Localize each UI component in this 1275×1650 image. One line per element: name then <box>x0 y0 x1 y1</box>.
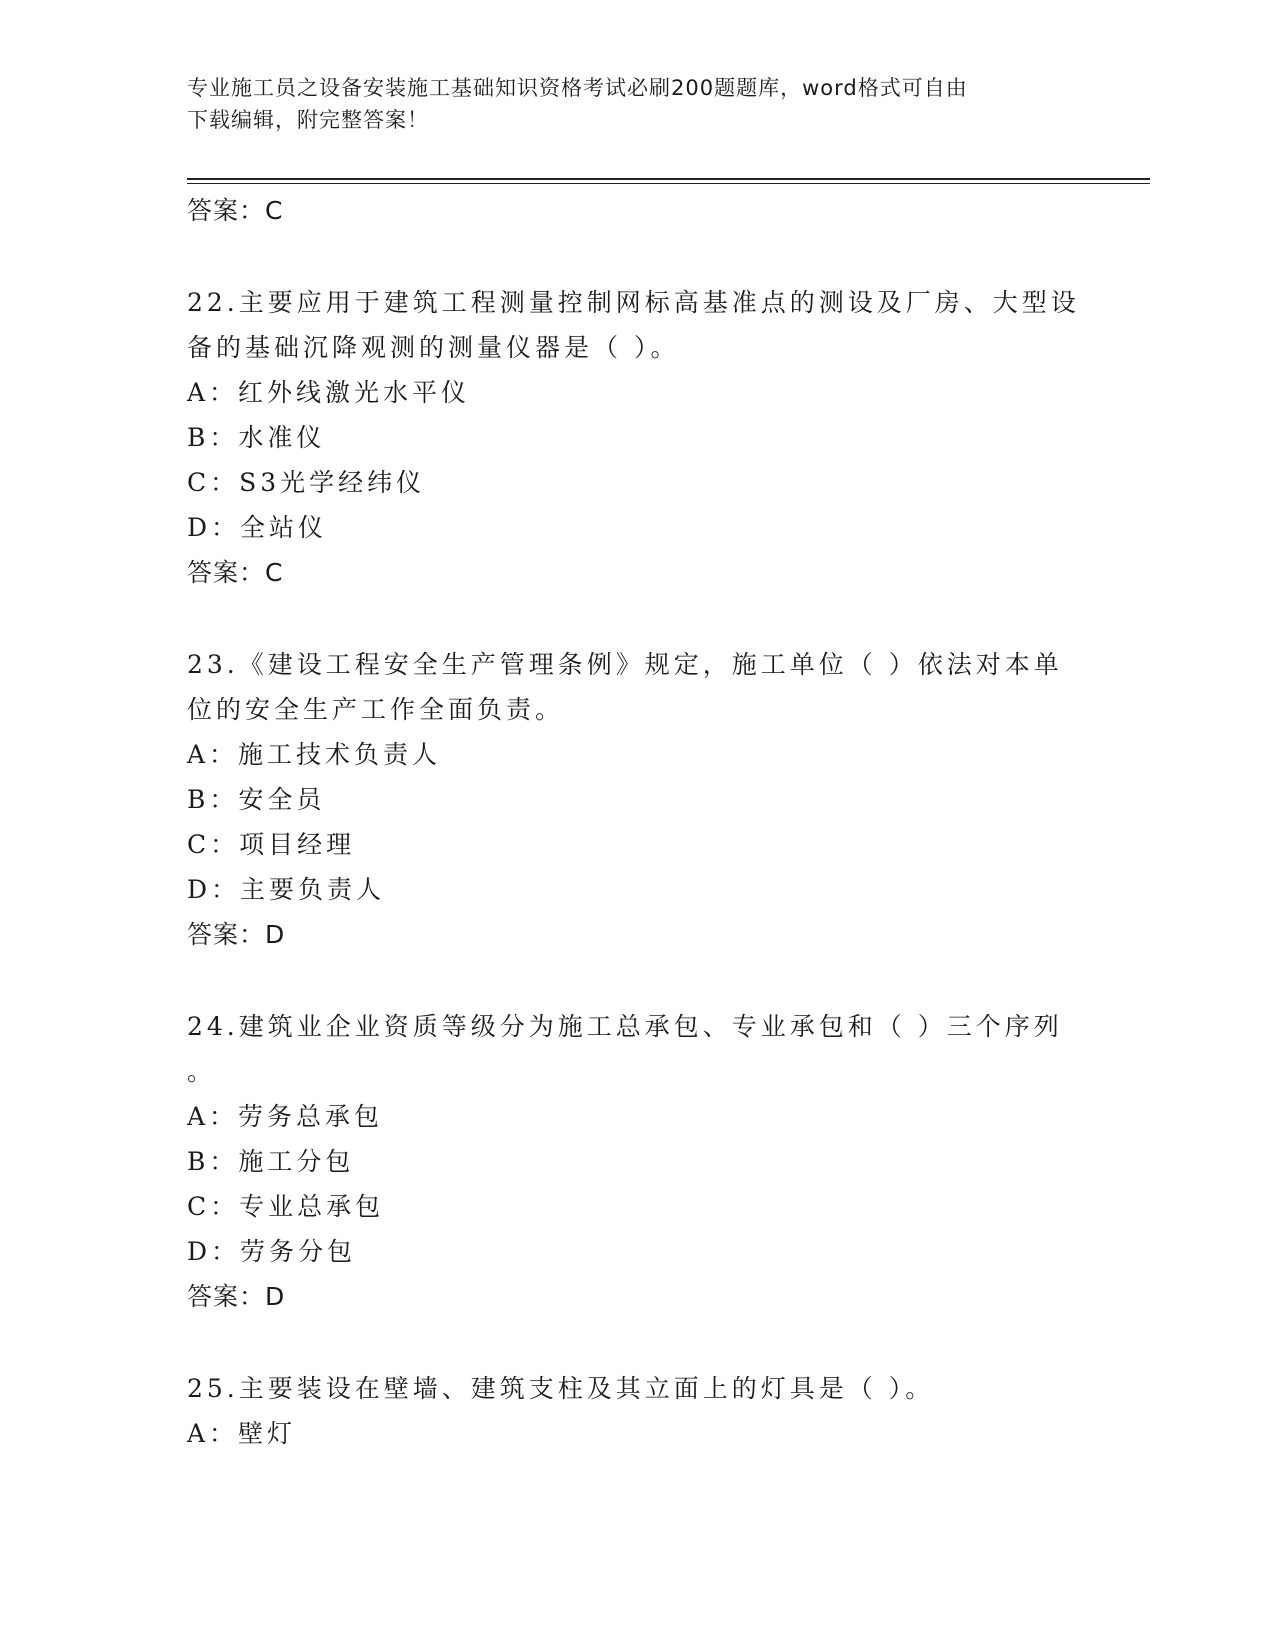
question-stem-line: 。 <box>187 1057 217 1086</box>
question-stem-line: 24.建筑业企业资质等级分为施工总承包、专业承包和（ ）三个序列 <box>187 1012 1063 1041</box>
spacer <box>187 233 1087 280</box>
spacer <box>187 957 1087 1004</box>
question-23 <box>187 642 1087 957</box>
page-header <box>187 72 1067 136</box>
question-stem-line: 25.主要装设在壁墙、建筑支柱及其立面上的灯具是（ ）。 <box>187 1374 935 1403</box>
option-d: D：全站仪 <box>187 513 328 542</box>
option-c: C：S3光学经纬仪 <box>187 468 426 497</box>
option-a: A：壁灯 <box>187 1419 297 1448</box>
question-stem-line: 23.《建设工程安全生产管理条例》规定，施工单位（ ）依法对本单 <box>187 650 1063 679</box>
header-line-2: 下载编辑，附完整答案！ <box>187 108 429 132</box>
answer-line: 答案：C <box>187 558 284 587</box>
option-a: A：施工技术负责人 <box>187 740 442 769</box>
spacer <box>187 595 1087 642</box>
option-b: B：安全员 <box>187 785 326 814</box>
question-22 <box>187 280 1087 595</box>
question-stem-line: 备的基础沉降观测的测量仪器是（ ）。 <box>187 333 680 362</box>
question-24 <box>187 1004 1087 1319</box>
question-list <box>187 188 1087 1456</box>
question-stem-line: 22.主要应用于建筑工程测量控制网标高基准点的测设及厂房、大型设 <box>187 288 1080 317</box>
header-line-1: 专业施工员之设备安装施工基础知识资格考试必刷200题题库，word格式可自由 <box>187 76 968 100</box>
answer-line: 答案：D <box>187 920 286 949</box>
option-a: A：劳务总承包 <box>187 1102 384 1131</box>
option-a: A：红外线激光水平仪 <box>187 378 471 407</box>
answer-line: 答案：D <box>187 1282 286 1311</box>
option-d: D：主要负责人 <box>187 875 386 904</box>
header-divider-thin <box>187 183 1150 184</box>
question-stem-line: 位的安全生产工作全面负责。 <box>187 695 565 724</box>
option-c: C：项目经理 <box>187 830 356 859</box>
option-b: B：水准仪 <box>187 423 326 452</box>
option-c: C：专业总承包 <box>187 1192 385 1221</box>
option-b: B：施工分包 <box>187 1147 355 1176</box>
option-d: D：劳务分包 <box>187 1237 357 1266</box>
answer-line: 答案：C <box>187 196 284 225</box>
header-divider-thick <box>187 178 1150 180</box>
spacer <box>187 1319 1087 1366</box>
question-25 <box>187 1366 1087 1456</box>
